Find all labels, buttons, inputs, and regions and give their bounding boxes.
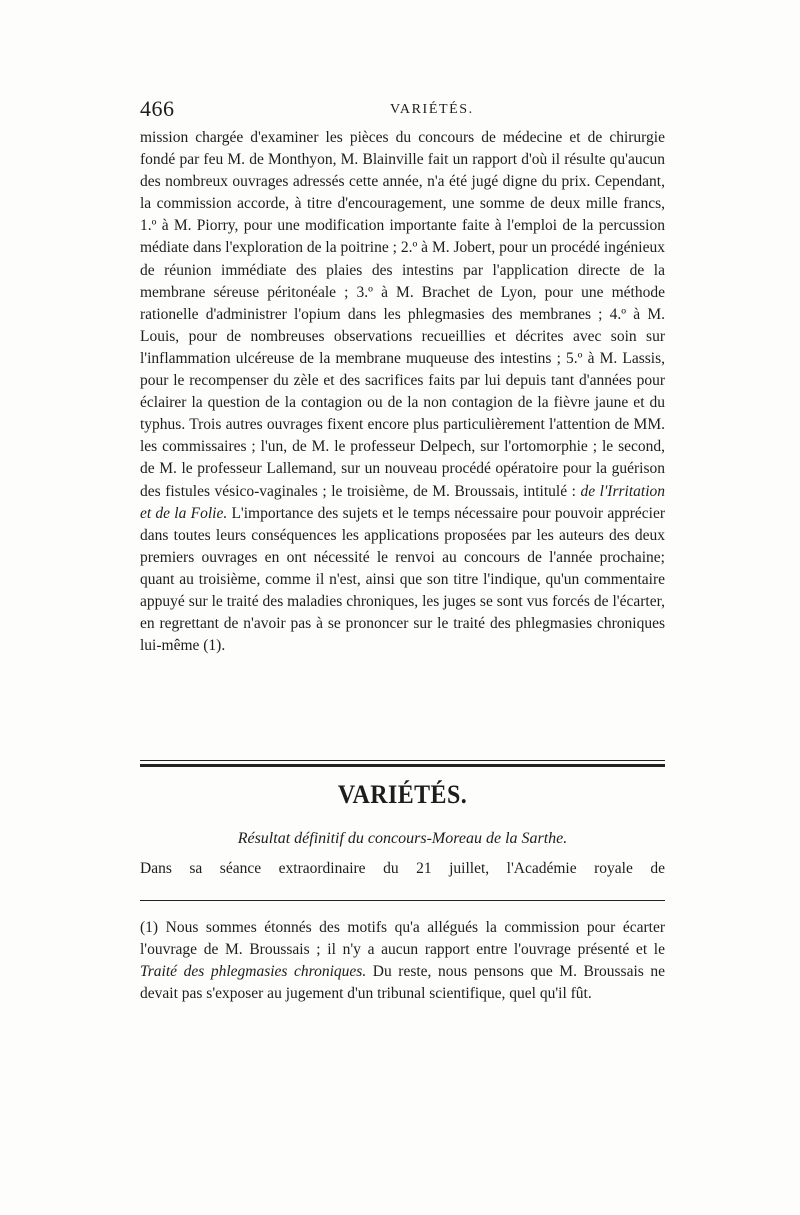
footnote-text-part-1: (1) Nous sommes étonnés des motifs qu'a allégués la commission pour écarter l'ouvrage de M. Broussais ; il n'y a aucun rapport entre l'ouvrage présenté et le (140, 919, 665, 959)
section-title: VARIÉTÉS. (337, 780, 468, 809)
page-number: 466 (140, 96, 175, 121)
running-head (140, 96, 660, 126)
body-text-part-1: mission chargée d'examiner les pièces du concours de médecine et de chirurgie fondé par feu M. de Monthyon, M. Blainville fait un rapport d'où il résulte qu'aucun des nombreux ouvrages adressés cette année, n'a été jugé digne du prix. Cependant, la commission accorde, à titre d'encouragement, une somme de deux mille francs, 1.º à M. Piorry, pour une modification importante faite à l'emploi de la percussion médiate dans l'exploration de la poitrine ; 2.º à M. Jobert, pour un procédé ingénieux de réunion immédiate des plaies des intestins par l'application directe de la membrane séreuse péritonéale ; 3.º à M. Brachet de Lyon, pour une méthode rationelle d'administrer l'opium dans les phlegmasies des membranes ; 4.º à M. Louis, pour de nombreuses observations recueillies et décrites avec soin sur l'inflammation ulcéreuse de la membrane muqueuse des intestins ; 5.º à M. Lassis, pour le recompenser du zèle et des sacrifices faits par lui depuis tant d'années pour éclairer la question de la contagion ou de la non contagion de la fièvre jaune et du typhus. Trois autres ouvrages fixent encore plus particulièrement l'attention de MM. les commissaires ; l'un, de M. le professeur Delpech, sur l'ortomorphie ; le second, de M. le professeur Lallemand, sur un nouveau procédé opératoire pour la guérison des fistules vésico-vaginales ; le troisième, de M. Broussais, intitulé : (140, 129, 665, 500)
section-subtitle: Résultat définitif du concours-Moreau de la Sarthe. (237, 830, 568, 847)
section-lead-line: Dans sa séance extraordinaire du 21 juillet, l'Académie royale de (140, 860, 665, 877)
running-title: VARIÉTÉS. (390, 102, 474, 117)
body-paragraph (140, 127, 665, 657)
footnote-text-part-2: Du reste, nous pensons que M. Broussais ne devait pas s'exposer au jugement d'un tribunal scientifique, quel qu'il fût. (140, 963, 665, 1003)
footnote-book-title: Traité des phlegmasies chroniques. (140, 963, 367, 981)
footnote (140, 917, 665, 1005)
footnote-divider (140, 900, 665, 901)
irritation-folie-title: de l'Irritation et de la Folie. (140, 482, 666, 522)
section-divider-thick (140, 764, 665, 767)
body-text-part-2: L'importance des sujets et le temps nécessaire pour pouvoir apprécier dans toutes leurs conséquences les applications proposées par les auteurs des deux premiers ouvrages en ont nécessité le renvoi au concours de l'année prochaine; quant au troisième, comme il n'est, ainsi que son titre l'indique, qu'un commentaire appuyé sur le traité des maladies chroniques, les juges se sont vus forcés de l'écarter, en regrettant de n'avoir pas à se prononcer sur le traité des phlegmasies chroniques lui-même (1). (140, 504, 665, 655)
section-divider-thin (140, 760, 665, 761)
